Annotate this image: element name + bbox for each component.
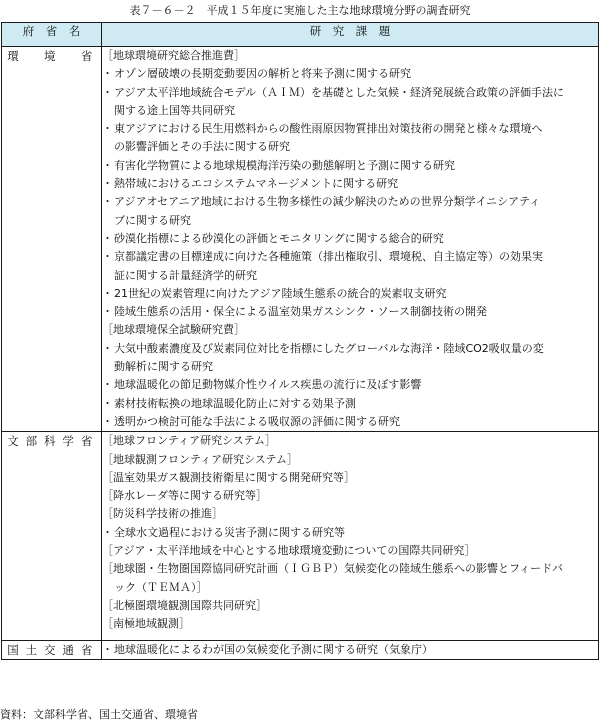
research-item: [102, 524, 598, 542]
bullet-mark: ・: [102, 231, 113, 245]
bullet-mark: ・: [102, 195, 113, 209]
bullet-mark: ・: [102, 158, 113, 172]
line-text: アジア太平洋地域統合モデル（ＡＩＭ）を基礎とした気候・経済発展統合政策の評価手法に: [114, 85, 565, 99]
line-text: ック（ＴＥＭＡ）］: [114, 580, 208, 594]
line-text: ［防災科学技術の推進］: [102, 507, 223, 521]
research-item: [102, 303, 598, 321]
bullet-mark: ・: [102, 286, 113, 300]
program-heading: [102, 321, 598, 339]
research-item: [102, 230, 598, 248]
program-heading: [102, 597, 598, 615]
line-text: 熱帯域におけるエコシステムマネージメントに関する研究: [114, 177, 399, 191]
line-text: 素材技術転換の地球温暖化防止に対する効果予測: [114, 396, 356, 410]
research-item: [102, 120, 598, 138]
ministry-cell: [2, 432, 102, 640]
line-text: 透明かつ検討可能な手法による吸収源の評価に関する研究: [114, 414, 400, 428]
research-item: [102, 285, 598, 303]
research-item-continuation: [102, 138, 598, 156]
bullet-mark: ・: [102, 341, 113, 355]
research-item: [102, 157, 598, 175]
line-text: ［温室効果ガス観測技術衛星に関する開発研究等］: [102, 470, 355, 484]
ministry-name-mlit: 国土交通省: [7, 642, 100, 657]
header-research: 研 究 課 題: [102, 23, 599, 47]
bullet-mark: ・: [102, 642, 113, 656]
research-cell-mlit: [102, 640, 599, 659]
bullet-mark: ・: [102, 67, 113, 81]
line-text: ［地球圏・生物圏国際協同研究計画（ＩＧＢＰ）気候変化の陸域生態系への影響とフィードバ: [102, 562, 563, 576]
line-text: ［降水レーダ等に関する研究等］: [102, 489, 267, 503]
table-row: [2, 47, 599, 432]
research-item: [102, 193, 598, 211]
program-heading: [102, 451, 598, 469]
line-text: 全球水文過程における災害予測に関する研究等: [114, 525, 345, 539]
bullet-mark: ・: [102, 305, 113, 319]
bullet-mark: ・: [102, 396, 113, 410]
program-heading: [102, 560, 598, 578]
program-heading: [102, 469, 598, 487]
research-item-continuation: [102, 267, 598, 285]
line-text: の影響評価とその手法に関する研究: [114, 140, 290, 154]
research-table: [1, 22, 599, 660]
line-text: 動解析に関する研究: [114, 360, 213, 374]
source-note: 資料：文部科学省、国土交通省、環境省: [0, 708, 198, 721]
bullet-mark: ・: [102, 414, 113, 428]
line-text: 地球温暖化によるわが国の気候変化予測に関する研究（気象庁）: [114, 642, 433, 656]
bullet-mark: ・: [102, 250, 113, 264]
ministry-name-mext: 文部科学省: [7, 434, 100, 449]
research-item: [102, 376, 598, 394]
line-text: オゾン層破壊の長期変動要因の解析と将来予測に関する研究: [114, 67, 411, 81]
research-item: [102, 248, 598, 266]
research-item: [102, 84, 598, 102]
header-ministry: 府 省 名: [2, 23, 102, 47]
ministry-cell: [2, 47, 102, 432]
line-text: 東アジアにおける民生用燃料からの酸性雨原因物質排出対策技術の開発と様々な環境へ: [114, 122, 543, 136]
line-text: ブに関する研究: [114, 213, 191, 227]
line-text: 砂漠化指標による砂漠化の評価とモニタリングに関する総合的研究: [114, 231, 444, 245]
program-heading: [102, 487, 598, 505]
bullet-mark: ・: [102, 122, 113, 136]
line-text: 陸域生態系の活用・保全による温室効果ガスシンク・ソース制御技術の開発: [114, 305, 487, 319]
table-row: [2, 640, 599, 659]
line-text: 大気中酸素濃度及び炭素同位対比を指標にしたグローバルな海洋・陸域CO2吸収量の変: [114, 341, 544, 355]
program-heading: [102, 432, 598, 450]
program-heading: [102, 615, 598, 633]
research-item: [102, 175, 598, 193]
program-heading: [102, 542, 598, 560]
header-row: [2, 23, 599, 47]
line-text: 21世紀の炭素管理に向けたアジア陸域生態系の統合的炭素収支研究: [114, 286, 447, 300]
research-item-continuation: [102, 579, 598, 597]
bullet-mark: ・: [102, 525, 113, 539]
line-text: 関する途上国等共同研究: [114, 103, 235, 117]
research-item: [102, 395, 598, 413]
line-text: 証に関する計量経済学的研究: [114, 268, 257, 282]
program-heading: [102, 47, 598, 65]
ministry-cell: [2, 640, 102, 659]
bullet-mark: ・: [102, 85, 113, 99]
research-item: [102, 641, 598, 659]
research-item: [102, 65, 598, 83]
line-text: 有害化学物質による地球規模海洋汚染の動態解明と予測に関する研究: [114, 158, 455, 172]
bullet-mark: ・: [102, 177, 113, 191]
table-title: 表７－６－２ 平成１５年度に実施した主な地球環境分野の調査研究: [129, 4, 471, 17]
program-heading: [102, 505, 598, 523]
research-cell-mext: [102, 432, 599, 640]
research-item-continuation: [102, 212, 598, 230]
bullet-mark: ・: [102, 378, 113, 392]
line-text: ［南極地域観測］: [102, 617, 190, 631]
research-item: [102, 413, 598, 431]
line-text: アジアオセアニア地域における生物多様性の減少解決のための世界分類学イニシアティ: [114, 195, 541, 209]
research-item-continuation: [102, 102, 598, 120]
research-cell-env: [102, 47, 599, 432]
research-item: [102, 340, 598, 358]
research-item-continuation: [102, 358, 598, 376]
line-text: 地球温暖化の節足動物媒介性ウイルス疾患の流行に及ぼす影響: [114, 378, 422, 392]
line-text: ［地球環境研究総合推進費］: [102, 49, 245, 62]
line-text: ［地球フロンティア研究システム］: [102, 434, 277, 448]
line-text: 京都議定書の目標達成に向けた各種施策（排出権取引、環境税、自主協定等）の効果実: [114, 250, 543, 264]
line-text: ［地球環境保全試験研究費］: [102, 323, 245, 337]
line-text: ［北極圏環境観測国際共同研究］: [102, 598, 267, 612]
ministry-name-env: 環 境 省: [7, 49, 100, 63]
line-text: ［アジア・太平洋地域を中心とする地球環境変動についての国際共同研究］: [102, 544, 476, 558]
table-row: [2, 432, 599, 640]
line-text: ［地球観測フロンティア研究システム］: [102, 452, 299, 466]
